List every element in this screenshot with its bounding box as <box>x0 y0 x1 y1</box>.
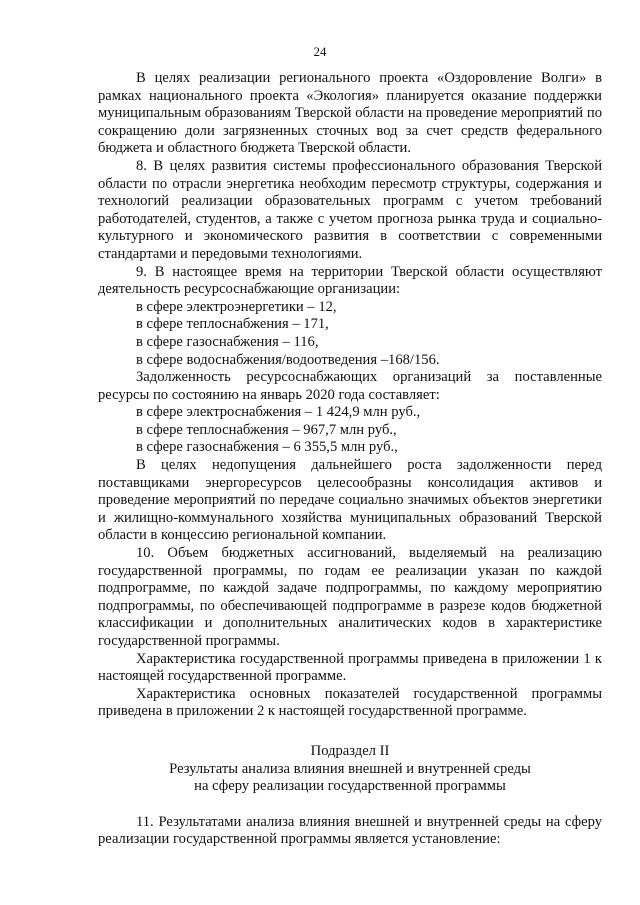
paragraph-debt-intro: Задолженность ресурсоснабжающих организаций за поставленные ресурсы по состоянию на январь 2020 года составляет: <box>98 369 602 403</box>
paragraph-10-budget: 10. Объем бюджетных ассигнований, выделяемый на реализацию государственной программы, по годам ее реализации указан по каждой подпрограмме, по каждой задаче подпрограммы, по каждому мероприятию подпрограммы, по обеспечивающей подпрограмме в разрезе кодов бюджетной классификации и дополнительных аналитических кодов в характеристике государственной программы. <box>98 545 602 649</box>
paragraph-8-education: 8. В целях развития системы профессионального образования Тверской области по отрасли энергетика необходим пересмотр структуры, содержания и технологий реализации образовательных программ с учетом требований работодателей, студентов, а также с учетом прогноза рынка труда и социально-культурного и экономического развития в соответствии с современными стандартами и передовыми технологиями. <box>98 157 602 262</box>
paragraph-volga-project: В целях реализации регионального проекта «Оздоровление Волги» в рамках национального проекта «Экология» планируется оказание поддержки муниципальным образованиям Тверской области на проведение мероприятий по сокращению доли загрязненных сточных вод за счет средств федерального бюджета и областного бюджета Тверской области. <box>98 70 602 157</box>
paragraph-9-organizations: 9. В настоящее время на территории Тверской области осуществляют деятельность ресурсоснабжающие организации: <box>98 263 602 298</box>
list-item: в сфере водоснабжения/водоотведения –168/156. <box>136 351 440 368</box>
document-body <box>98 70 602 849</box>
list-item: в сфере газоснабжения – 6 355,5 млн руб., <box>136 439 398 456</box>
list-item: в сфере электроснабжения – 1 424,9 млн руб., <box>136 404 421 421</box>
paragraph-debt-prevention: В целях недопущения дальнейшего роста задолженности перед поставщиками энергоресурсов целесообразны консолидация активов и проведение мероприятий по передаче социально значимых объектов энергетики и жилищно-коммунального хозяйства муниципальных образований Тверской области в концессию региональной компании. <box>98 457 602 544</box>
debt-list <box>98 404 602 457</box>
paragraph-appendix-2: Характеристика основных показателей государственной программы приведена в приложении 2 к настоящей государственной программе. <box>98 685 602 720</box>
list-item: в сфере газоснабжения – 116, <box>136 333 319 350</box>
organizations-list <box>98 299 602 369</box>
list-item: в сфере электроэнергетики – 12, <box>136 298 337 315</box>
paragraph-11-analysis: 11. Результатами анализа влияния внешней и внутренней среды на сферу реализации государственной программы является установление: <box>98 813 602 848</box>
subsection-title-line2: на сферу реализации государственной программы <box>194 778 506 795</box>
page-number: 24 <box>313 44 327 59</box>
list-item: в сфере теплоснабжения – 967,7 млн руб., <box>136 421 397 438</box>
subsection-label: Подраздел II <box>310 742 390 759</box>
subsection-title-line1: Результаты анализа влияния внешней и внутренней среды <box>169 760 531 777</box>
list-item: в сфере теплоснабжения – 171, <box>136 316 329 333</box>
paragraph-appendix-1: Характеристика государственной программы приведена в приложении 1 к настоящей государственной программе. <box>98 650 602 685</box>
